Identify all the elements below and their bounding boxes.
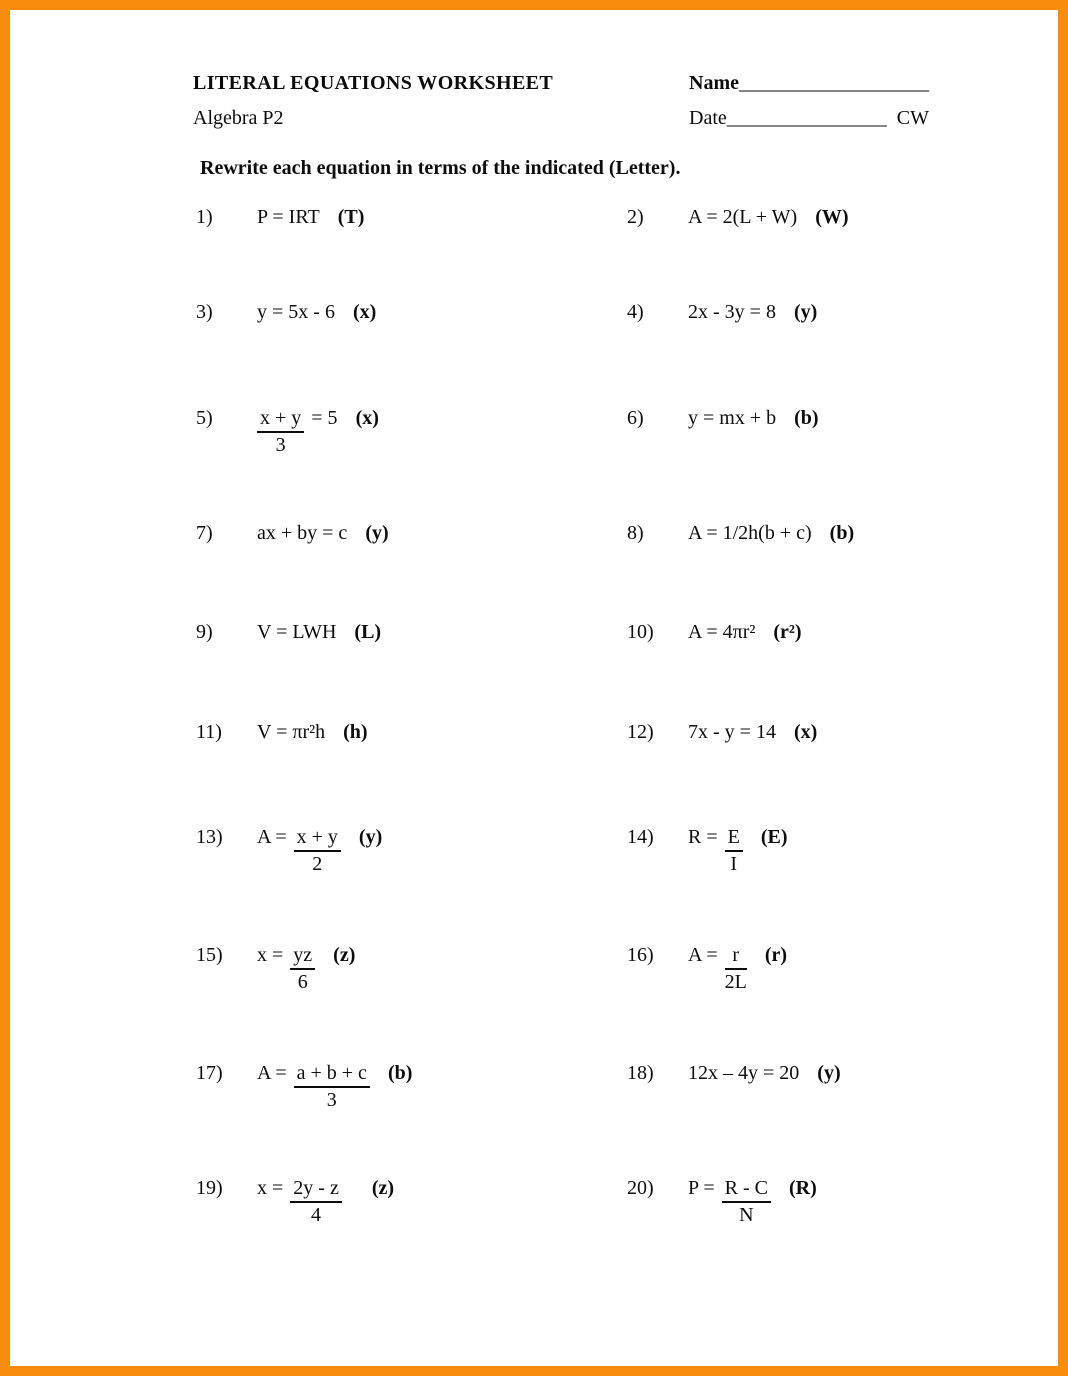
fraction xyxy=(722,1177,771,1227)
problem-equation: P = IRT xyxy=(257,206,320,228)
problem-2 xyxy=(627,206,849,229)
problem-answer-letter: (z) xyxy=(333,944,356,966)
fraction-denominator: 2L xyxy=(724,971,747,993)
problem-3 xyxy=(196,301,376,324)
problem-answer-letter: (z) xyxy=(371,1177,395,1199)
problem-number: 12) xyxy=(627,721,654,743)
fraction xyxy=(725,944,747,994)
problem-10 xyxy=(627,621,802,644)
problem-6 xyxy=(627,407,819,430)
problem-answer-letter: (b) xyxy=(387,1062,413,1084)
problem-equation xyxy=(257,1177,342,1226)
equation-tail: = 5 xyxy=(311,407,338,429)
problem-answer-letter: (L) xyxy=(354,621,382,643)
fraction-numerator: E xyxy=(725,826,743,852)
fraction xyxy=(290,944,315,994)
equation-head: A = xyxy=(688,944,718,966)
problem-answer-letter: (x) xyxy=(355,407,379,429)
fraction xyxy=(294,826,341,876)
fraction-denominator: I xyxy=(730,853,738,875)
problem-number: 16) xyxy=(627,944,654,966)
problem-18 xyxy=(627,1062,841,1085)
problem-17 xyxy=(196,1062,412,1112)
problem-answer-letter: (W) xyxy=(815,206,849,228)
fraction-numerator: r xyxy=(725,944,747,970)
problem-number: 1) xyxy=(196,206,213,228)
problem-answer-letter: (R) xyxy=(789,1177,817,1199)
problem-5 xyxy=(196,407,379,457)
problem-4 xyxy=(627,301,817,324)
problem-equation: A = 1/2h(b + c) xyxy=(688,522,812,544)
problem-equation xyxy=(257,1062,370,1111)
problem-equation: y = 5x - 6 xyxy=(257,301,335,323)
equation-head: A = xyxy=(257,826,287,848)
fraction-denominator: 2 xyxy=(312,853,323,875)
problem-number: 20) xyxy=(627,1177,654,1199)
problem-13 xyxy=(196,826,382,876)
problem-equation: A = 2(L + W) xyxy=(688,206,798,228)
equation-head: x = xyxy=(257,944,284,966)
name-field xyxy=(689,72,929,95)
equation-head: R = xyxy=(688,826,718,848)
problem-equation: 2x - 3y = 8 xyxy=(688,301,776,323)
problem-7 xyxy=(196,522,389,545)
problem-number: 8) xyxy=(627,522,644,544)
problem-number: 13) xyxy=(196,826,223,848)
problem-number: 19) xyxy=(196,1177,223,1199)
fraction xyxy=(257,407,304,457)
equation-head: A = xyxy=(257,1062,287,1084)
course-label: Algebra P2 xyxy=(193,107,284,129)
problem-answer-letter: (E) xyxy=(760,826,788,848)
fraction-denominator: 3 xyxy=(326,1089,337,1111)
instructions-text: Rewrite each equation in terms of the indicated (Letter). xyxy=(200,157,681,179)
problem-equation: V = πr²h xyxy=(257,721,326,743)
problem-8 xyxy=(627,522,854,545)
problem-equation: y = mx + b xyxy=(688,407,777,429)
equation-head: x = xyxy=(257,1177,284,1199)
fraction-numerator: 2y - z xyxy=(290,1177,342,1203)
problem-equation: ax + by = c xyxy=(257,522,348,544)
name-blank-line: ___________________ xyxy=(738,72,929,94)
problem-answer-letter: (y) xyxy=(358,826,383,848)
fraction-denominator: 3 xyxy=(275,434,286,456)
problem-number: 17) xyxy=(196,1062,223,1084)
date-blank-line: ________________ xyxy=(726,107,887,129)
fraction-numerator: R - C xyxy=(722,1177,771,1203)
problem-11 xyxy=(196,721,368,744)
fraction-numerator: a + b + c xyxy=(294,1062,370,1088)
fraction-numerator: yz xyxy=(290,944,315,970)
problem-number: 10) xyxy=(627,621,654,643)
problem-9 xyxy=(196,621,381,644)
fraction xyxy=(290,1177,342,1227)
problem-number: 4) xyxy=(627,301,644,323)
problem-answer-letter: (r) xyxy=(764,944,788,966)
problem-answer-letter: (r²) xyxy=(773,621,802,643)
fraction-denominator: 4 xyxy=(311,1204,322,1226)
problem-number: 15) xyxy=(196,944,223,966)
fraction-denominator: N xyxy=(739,1204,754,1226)
problem-answer-letter: (h) xyxy=(343,721,368,743)
problem-number: 3) xyxy=(196,301,213,323)
name-label: Name xyxy=(689,72,739,94)
date-field xyxy=(689,107,929,130)
problem-number: 14) xyxy=(627,826,654,848)
problem-equation xyxy=(257,407,338,456)
problem-number: 6) xyxy=(627,407,644,429)
problem-equation xyxy=(257,826,341,875)
problem-answer-letter: (T) xyxy=(337,206,365,228)
problem-equation: V = LWH xyxy=(257,621,337,643)
problem-answer-letter: (b) xyxy=(829,522,855,544)
problem-equation xyxy=(688,944,747,993)
problem-equation: 7x - y = 14 xyxy=(688,721,776,743)
problem-equation xyxy=(257,944,315,993)
problem-equation: 12x – 4y = 20 xyxy=(688,1062,800,1084)
fraction xyxy=(725,826,743,876)
fraction-numerator: x + y xyxy=(294,826,341,852)
problem-equation xyxy=(688,1177,771,1226)
problem-answer-letter: (y) xyxy=(793,301,818,323)
fraction-denominator: 6 xyxy=(297,971,308,993)
equation-head: P = xyxy=(688,1177,715,1199)
fraction-numerator: x + y xyxy=(257,407,304,433)
problem-14 xyxy=(627,826,788,876)
problem-answer-letter: (x) xyxy=(352,301,377,323)
problem-19 xyxy=(196,1177,394,1227)
problem-number: 9) xyxy=(196,621,213,643)
problem-15 xyxy=(196,944,355,994)
problem-12 xyxy=(627,721,817,744)
problem-answer-letter: (y) xyxy=(817,1062,841,1084)
problem-number: 2) xyxy=(627,206,644,228)
problem-answer-letter: (b) xyxy=(794,407,819,429)
problem-16 xyxy=(627,944,787,994)
cw-label: CW xyxy=(896,107,929,129)
problem-number: 18) xyxy=(627,1062,654,1084)
date-label: Date xyxy=(689,107,727,129)
page-title: LITERAL EQUATIONS WORKSHEET xyxy=(193,72,554,94)
problem-equation xyxy=(688,826,743,875)
problem-number: 5) xyxy=(196,407,213,429)
problem-20 xyxy=(627,1177,817,1227)
problem-answer-letter: (x) xyxy=(793,721,818,743)
problem-number: 11) xyxy=(196,721,222,743)
problem-answer-letter: (y) xyxy=(365,522,389,544)
problem-equation: A = 4πr² xyxy=(688,621,756,643)
problem-number: 7) xyxy=(196,522,213,544)
problem-1 xyxy=(196,206,364,229)
fraction xyxy=(294,1062,370,1112)
